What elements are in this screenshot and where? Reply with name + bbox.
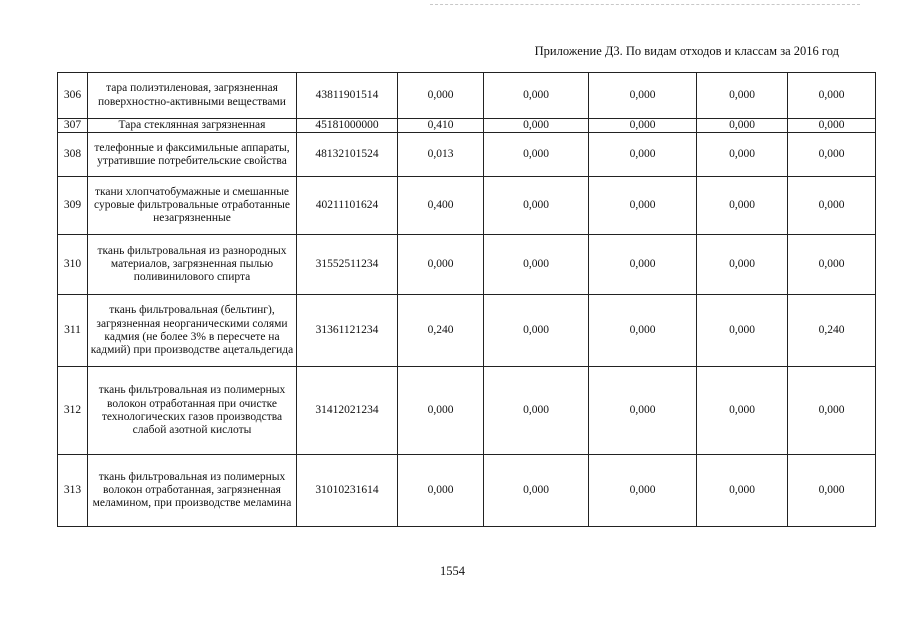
row-number: 310: [58, 235, 88, 295]
row-number: 307: [58, 119, 88, 133]
waste-name: телефонные и факсимильные аппараты, утратившие потребительские свойства: [88, 133, 297, 177]
value-cell: 0,000: [589, 119, 697, 133]
value-cell: 0,000: [484, 295, 589, 367]
value-cell: 0,000: [788, 119, 876, 133]
waste-name: ткань фильтровальная из полимерных волокон отработанная, загрязненная меламином, при производстве меламина: [88, 455, 297, 527]
value-cell: 0,000: [398, 73, 484, 119]
value-cell: 0,000: [484, 177, 589, 235]
value-cell: 0,000: [788, 235, 876, 295]
value-cell: 0,000: [484, 235, 589, 295]
row-number: 311: [58, 295, 88, 367]
value-cell: 0,000: [589, 295, 697, 367]
waste-code: 31361121234: [297, 295, 398, 367]
value-cell: 0,000: [589, 133, 697, 177]
table-row: [58, 367, 876, 455]
value-cell: 0,240: [398, 295, 484, 367]
value-cell: 0,000: [697, 455, 788, 527]
table-row: [58, 119, 876, 133]
value-cell: 0,000: [788, 73, 876, 119]
value-cell: 0,240: [788, 295, 876, 367]
value-cell: 0,013: [398, 133, 484, 177]
waste-table: [57, 72, 876, 527]
value-cell: 0,000: [788, 455, 876, 527]
value-cell: 0,000: [589, 367, 697, 455]
waste-code: 45181000000: [297, 119, 398, 133]
waste-code: 31552511234: [297, 235, 398, 295]
row-number: 309: [58, 177, 88, 235]
value-cell: 0,000: [484, 455, 589, 527]
waste-code: 31412021234: [297, 367, 398, 455]
value-cell: 0,000: [697, 235, 788, 295]
row-number: 312: [58, 367, 88, 455]
table-row: [58, 455, 876, 527]
value-cell: 0,000: [697, 73, 788, 119]
value-cell: 0,000: [589, 455, 697, 527]
value-cell: 0,000: [398, 455, 484, 527]
row-number: 308: [58, 133, 88, 177]
page-number: 1554: [440, 564, 465, 578]
table-row: [58, 295, 876, 367]
value-cell: 0,000: [398, 367, 484, 455]
table-row: [58, 235, 876, 295]
waste-code: 40211101624: [297, 177, 398, 235]
value-cell: 0,000: [697, 119, 788, 133]
row-number: 313: [58, 455, 88, 527]
value-cell: 0,410: [398, 119, 484, 133]
value-cell: 0,000: [589, 177, 697, 235]
waste-code: 48132101524: [297, 133, 398, 177]
value-cell: 0,000: [484, 133, 589, 177]
value-cell: 0,000: [788, 133, 876, 177]
waste-name: ткань фильтровальная из полимерных волокон отработанная при очистке технологических газов производства слабой азотной кислоты: [88, 367, 297, 455]
value-cell: 0,000: [788, 367, 876, 455]
waste-name: тара полиэтиленовая, загрязненная поверхностно-активными веществами: [88, 73, 297, 119]
value-cell: 0,000: [589, 235, 697, 295]
waste-name: ткань фильтровальная (бельтинг), загрязненная неорганическими солями кадмия (не более 3% в пересчете на кадмий) при производстве ацетальдегида: [88, 295, 297, 367]
value-cell: 0,000: [788, 177, 876, 235]
value-cell: 0,000: [589, 73, 697, 119]
value-cell: 0,000: [697, 367, 788, 455]
row-number: 306: [58, 73, 88, 119]
scan-artifact: [430, 4, 860, 7]
table-row: [58, 133, 876, 177]
table-row: [58, 177, 876, 235]
value-cell: 0,400: [398, 177, 484, 235]
table-row: [58, 73, 876, 119]
value-cell: 0,000: [484, 367, 589, 455]
waste-name: ткани хлопчатобумажные и смешанные суровые фильтровальные отработанные незагрязненные: [88, 177, 297, 235]
waste-code: 43811901514: [297, 73, 398, 119]
value-cell: 0,000: [398, 235, 484, 295]
waste-code: 31010231614: [297, 455, 398, 527]
value-cell: 0,000: [697, 133, 788, 177]
value-cell: 0,000: [484, 73, 589, 119]
waste-name: ткань фильтровальная из разнородных материалов, загрязненная пылью поливинилового спирта: [88, 235, 297, 295]
value-cell: 0,000: [484, 119, 589, 133]
waste-name: Тара стеклянная загрязненная: [88, 119, 297, 133]
value-cell: 0,000: [697, 177, 788, 235]
value-cell: 0,000: [697, 295, 788, 367]
page-header: Приложение Д3. По видам отходов и классам за 2016 год: [534, 44, 839, 58]
